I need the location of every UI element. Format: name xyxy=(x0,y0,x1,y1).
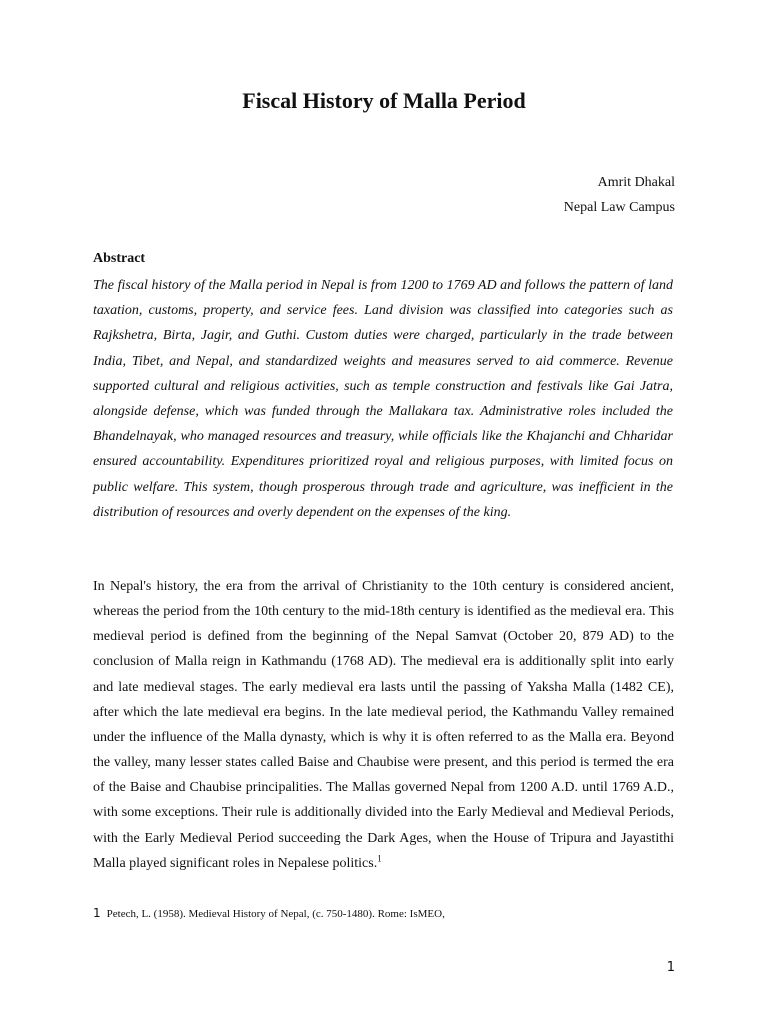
footnote xyxy=(93,905,445,922)
footnote-number: 1 xyxy=(93,906,101,920)
body-paragraph-text: In Nepal's history, the era from the arrival of Christianity to the 10th century is considered ancient, whereas the period from the 10th century to the mid-18th century is identified as the medieval era. This medieval period is defined from the beginning of the Nepal Samvat (October 20, 879 AD) to the conclusion of Malla reign in Kathmandu (1768 AD). The medieval era is additionally split into early and late medieval stages. The early medieval era lasts until the passing of Yaksha Malla (1482 CE), after which the late medieval era begins. In the late medieval period, the Kathmandu Valley remained under the influence of the Malla dynasty, which is why it is often referred to as the Malla era. Beyond the valley, many lesser states called Baise and Chaubise were present, and this period is termed the era of the Baise and Chaubise principalities. The Mallas governed Nepal from 1200 A.D. until 1769 A.D., with some exceptions. Their rule is additionally divided into the Early Medieval and Medieval Periods, with the Early Medieval Period succeeding the Dark Ages, when the House of Tripura and Jayastithi Malla played significant roles in Nepalese politics. xyxy=(93,579,674,871)
author-affiliation: Nepal Law Campus xyxy=(563,200,675,215)
author-block xyxy=(564,170,675,220)
abstract-text: The fiscal history of the Malla period in Nepal is from 1200 to 1769 AD and follows the pattern of land taxation, customs, property, and service fees. Land division was classified into categories such as Rajkshetra, Birta, Jagir, and Guthi. Custom duties were charged, particularly in the trade between India, Tibet, and Nepal, and standardized weights and measures served to aid commerce. Revenue supported cultural and religious activities, such as temple construction and festivals like Gai Jatra, alongside defense, which was funded through the Mallakara tax. Administrative roles included the Bhandelnayak, who managed resources and treasury, while officials like the Khajanchi and Chharidar ensured accountability. Expenditures prioritized royal and religious purposes, with limited focus on public welfare. This system, though prosperous through trade and agriculture, was inefficient in the distribution of resources and overly dependent on the expenses of the king. xyxy=(93,278,673,520)
footnote-text: Petech, L. (1958). Medieval History of Nepal, (c. 750-1480). Rome: IsMEO, xyxy=(106,908,445,920)
body-paragraph xyxy=(93,574,674,876)
author-name: Amrit Dhakal xyxy=(597,175,675,190)
footnote-reference[interactable]: 1 xyxy=(377,853,382,864)
abstract-heading: Abstract xyxy=(93,251,146,266)
page-number: 1 xyxy=(666,960,675,975)
paper-title: Fiscal History of Malla Period xyxy=(242,88,526,113)
